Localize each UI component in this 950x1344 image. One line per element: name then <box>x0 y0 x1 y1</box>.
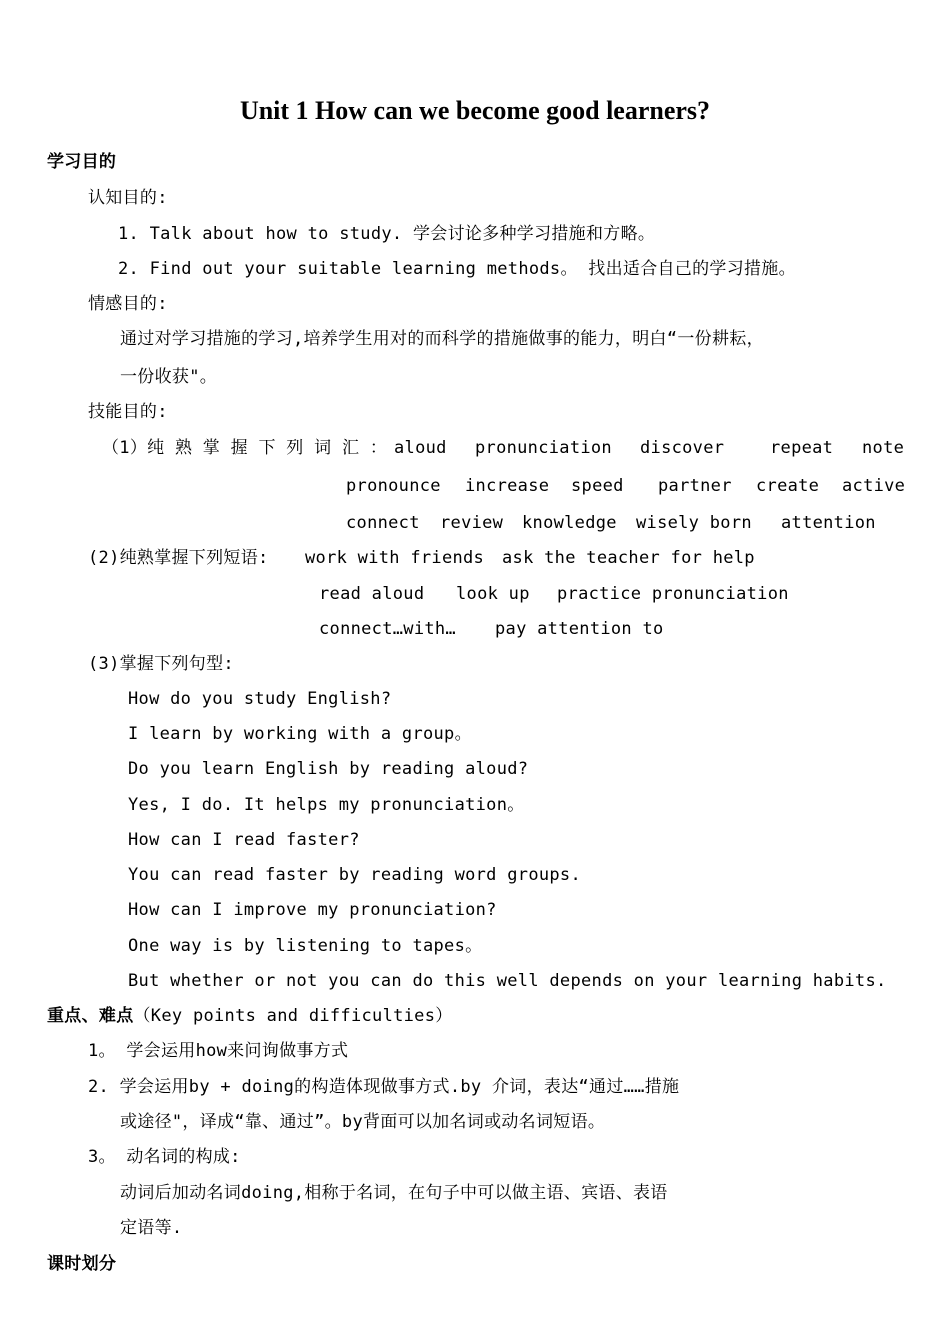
sentence: But whether or not you can do this well depends on your learning habits. <box>128 971 887 991</box>
phrase: pay attention to <box>495 619 664 639</box>
vocab-word: speed <box>571 476 624 496</box>
sentence: One way is by listening to tapes。 <box>128 936 483 956</box>
vocab-word: attention <box>781 513 876 533</box>
affective-text-2: 一份收获"。 <box>120 367 218 387</box>
affective-label: 情感目的: <box>88 294 168 314</box>
vocab-word: discover <box>640 438 725 458</box>
vocab-word: create <box>756 476 820 496</box>
keypoint-2b: 或途径"，译成“靠、通过”。by背面可以加名词或动名词短语。 <box>120 1112 606 1132</box>
cognitive-item-1: 1. Talk about how to study. 学会讨论多种学习措施和方略。 <box>118 224 656 244</box>
vocab-word: connect <box>346 513 420 533</box>
keypoint-2a: 2. 学会运用by + doing的构造体现做事方式.by 介词，表达“通过……措施 <box>88 1077 680 1097</box>
skill-label: 技能目的: <box>88 402 168 422</box>
cognitive-item-2: 2. Find out your suitable learning methods。 找出适合自己的学习措施。 <box>118 259 796 279</box>
sentence: You can read faster by reading word groups. <box>128 865 581 885</box>
sentence: How can I improve my pronunciation? <box>128 900 497 920</box>
vocab-word: aloud <box>394 438 447 458</box>
keypoint-3a: 动词后加动名词doing,相称于名词，在句子中可以做主语、宾语、表语 <box>120 1183 668 1203</box>
phrase: practice pronunciation <box>557 584 789 604</box>
keypoint-1: 1。 学会运用how来问询做事方式 <box>88 1041 349 1061</box>
phrase: ask the teacher for help <box>502 548 755 568</box>
vocab-word: review <box>440 513 504 533</box>
vocab-word: pronunciation <box>475 438 612 458</box>
keypoint-3: 3。 动名词的构成: <box>88 1147 241 1167</box>
affective-text-1: 通过对学习措施的学习,培养学生用对的而科学的措施做事的能力，明白“一份耕耘， <box>120 329 764 349</box>
keypoints-heading-cn: 重点、难点 <box>47 1006 134 1026</box>
vocab-word: repeat <box>770 438 834 458</box>
vocab-label: （1）纯 熟 掌 握 下 列 词 汇 ： <box>102 438 388 458</box>
cognitive-label: 认知目的: <box>88 188 168 208</box>
keypoints-heading-en: （Key points and difficulties） <box>133 1006 453 1026</box>
vocab-word: knowledge <box>522 513 617 533</box>
phrase-label: (2)纯熟掌握下列短语: <box>88 548 269 568</box>
keypoint-3b: 定语等. <box>120 1218 183 1238</box>
sentence-label: (3)掌握下列句型: <box>88 654 234 674</box>
page-title: Unit 1 How can we become good learners? <box>239 96 711 125</box>
section-heading-keypoints <box>47 1005 453 1027</box>
sentence: I learn by working with a group。 <box>128 724 472 744</box>
phrase: connect…with… <box>319 619 456 639</box>
sentence: Do you learn English by reading aloud? <box>128 759 529 779</box>
vocab-word: increase <box>465 476 550 496</box>
phrase: read aloud <box>319 584 425 604</box>
phrase: look up <box>456 584 530 604</box>
section-heading-objectives: 学习目的 <box>47 152 117 172</box>
sentence: How can I read faster? <box>128 830 360 850</box>
vocab-word: partner <box>658 476 732 496</box>
vocab-word: active <box>842 476 906 496</box>
sentence: Yes, I do. It helps my pronunciation。 <box>128 795 525 815</box>
sentence: How do you study English? <box>128 689 392 709</box>
vocab-word: pronounce <box>346 476 441 496</box>
phrase: work with friends <box>305 548 485 568</box>
vocab-word: wisely born <box>636 513 752 533</box>
vocab-word: note <box>862 438 905 458</box>
section-heading-schedule: 课时划分 <box>47 1254 117 1274</box>
